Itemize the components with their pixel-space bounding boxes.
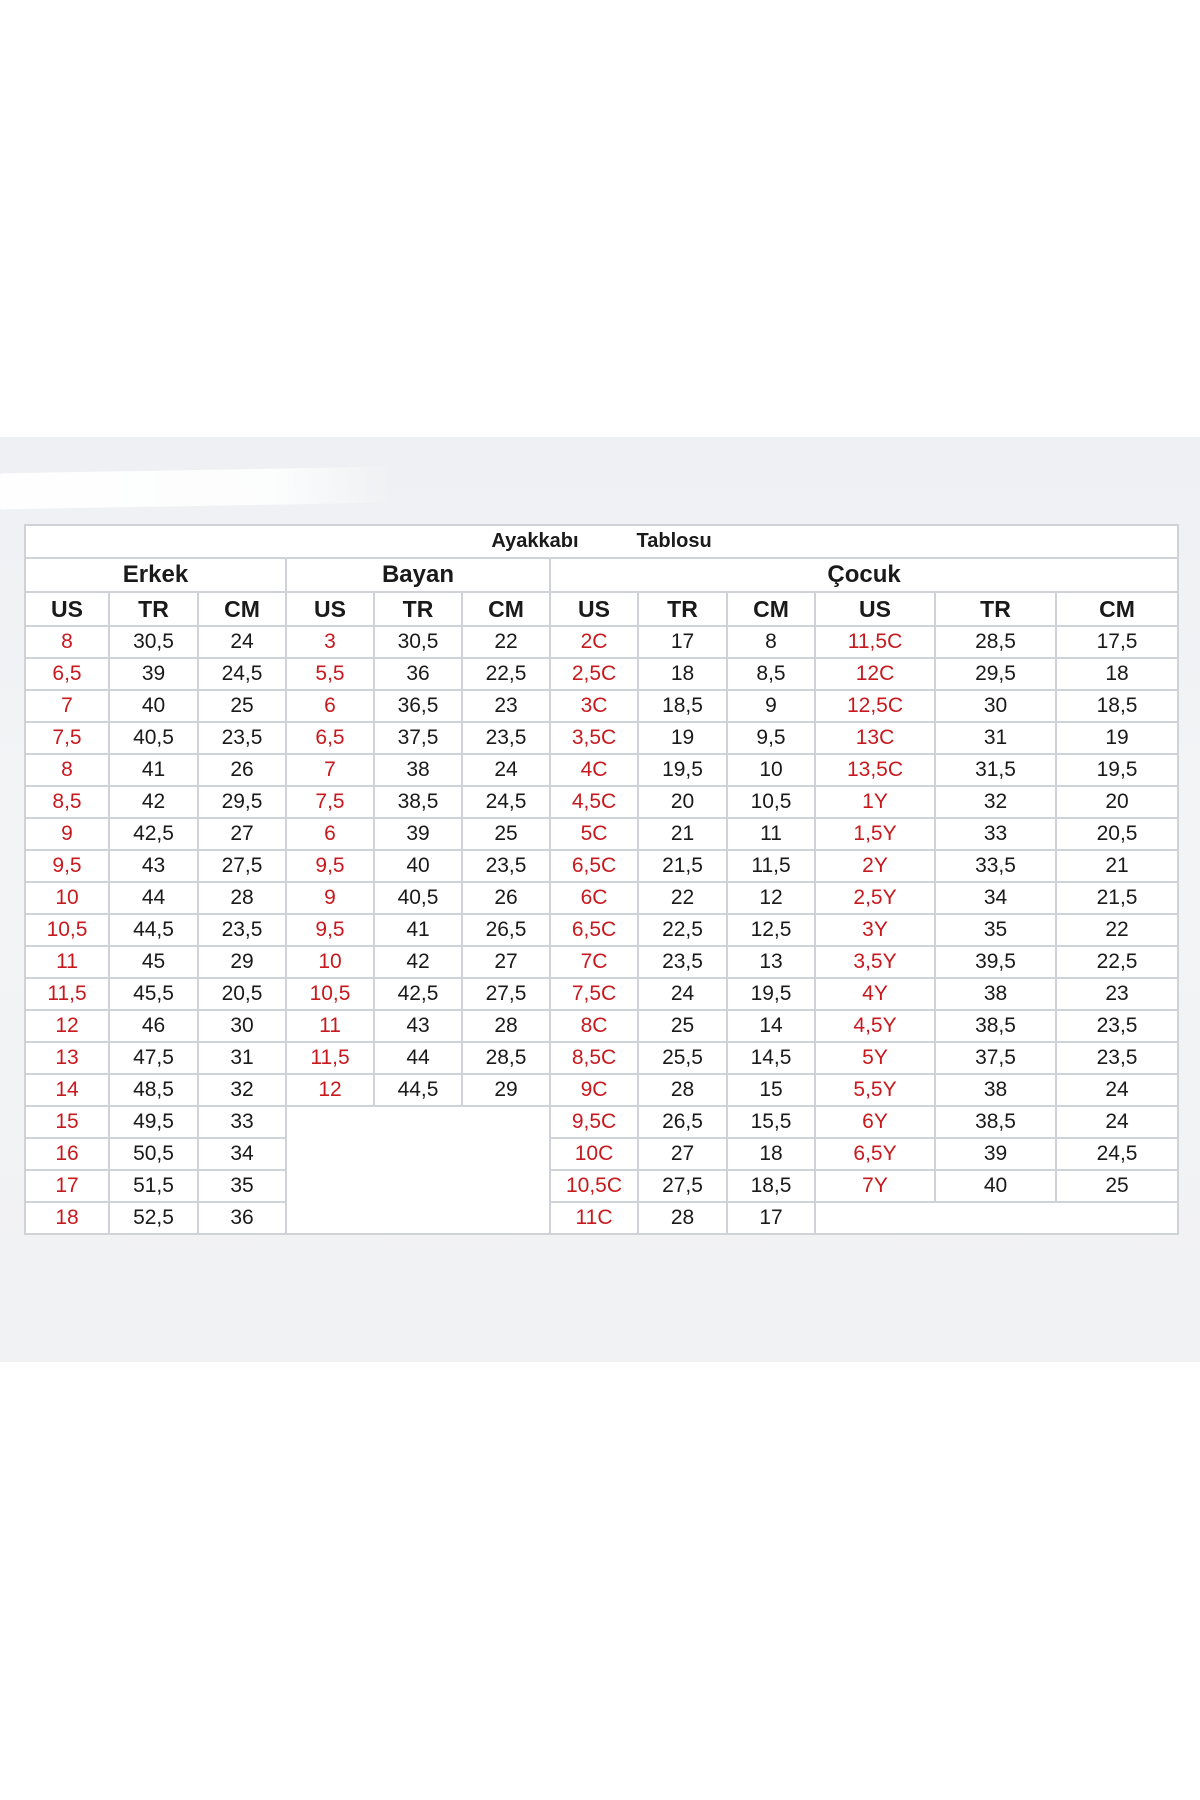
- table-cell: 12: [25, 1010, 109, 1042]
- table-cell: 20: [1056, 786, 1178, 818]
- table-cell: 10: [286, 946, 374, 978]
- table-cell: 5Y: [815, 1042, 935, 1074]
- table-cell: 11,5C: [815, 626, 935, 658]
- table-cell: 8,5: [25, 786, 109, 818]
- table-cell: 25: [198, 690, 286, 722]
- table-cell: 46: [109, 1010, 198, 1042]
- table-cell: 24: [462, 754, 550, 786]
- table-cell: 20,5: [198, 978, 286, 1010]
- column-header: US: [286, 592, 374, 626]
- table-cell: 14: [25, 1074, 109, 1106]
- table-cell: 12: [286, 1074, 374, 1106]
- table-cell: 6,5: [25, 658, 109, 690]
- table-cell: 6C: [550, 882, 638, 914]
- table-cell: 12C: [815, 658, 935, 690]
- table-row: [25, 1202, 1178, 1234]
- table-cell: 23,5: [462, 850, 550, 882]
- table-cell: 20,5: [1056, 818, 1178, 850]
- empty-cell-block: [815, 1202, 1178, 1234]
- table-cell: 18: [25, 1202, 109, 1234]
- table-cell: 24: [198, 626, 286, 658]
- table-cell: 21: [638, 818, 727, 850]
- table-cell: 19,5: [638, 754, 727, 786]
- table-cell: 31: [198, 1042, 286, 1074]
- table-cell: 31: [935, 722, 1056, 754]
- table-cell: 30: [198, 1010, 286, 1042]
- table-cell: 18: [638, 658, 727, 690]
- table-cell: 20: [638, 786, 727, 818]
- table-row: [25, 1138, 1178, 1170]
- table-cell: 38: [935, 978, 1056, 1010]
- table-cell: 24: [1056, 1074, 1178, 1106]
- table-cell: 23: [1056, 978, 1178, 1010]
- table-cell: 28: [462, 1010, 550, 1042]
- table-cell: 18: [1056, 658, 1178, 690]
- table-cell: 36: [374, 658, 462, 690]
- table-cell: 35: [935, 914, 1056, 946]
- table-cell: 42: [109, 786, 198, 818]
- table-cell: 43: [374, 1010, 462, 1042]
- table-cell: 10C: [550, 1138, 638, 1170]
- table-cell: 17,5: [1056, 626, 1178, 658]
- table-cell: 44,5: [109, 914, 198, 946]
- table-row: [25, 626, 1178, 658]
- table-cell: 23,5: [638, 946, 727, 978]
- table-cell: 3C: [550, 690, 638, 722]
- table-cell: 22: [638, 882, 727, 914]
- column-header: US: [25, 592, 109, 626]
- table-row: [25, 1170, 1178, 1202]
- table-cell: 44,5: [374, 1074, 462, 1106]
- table-cell: 28: [638, 1074, 727, 1106]
- empty-cell-block: [286, 1106, 550, 1234]
- table-cell: 21: [1056, 850, 1178, 882]
- table-cell: 9,5: [286, 914, 374, 946]
- table-cell: 30,5: [109, 626, 198, 658]
- table-cell: 24: [1056, 1106, 1178, 1138]
- table-cell: 45,5: [109, 978, 198, 1010]
- table-cell: 4,5C: [550, 786, 638, 818]
- table-cell: 23: [462, 690, 550, 722]
- table-cell: 14,5: [727, 1042, 815, 1074]
- table-cell: 8: [25, 626, 109, 658]
- table-cell: 27: [462, 946, 550, 978]
- table-cell: 42: [374, 946, 462, 978]
- table-cell: 28,5: [935, 626, 1056, 658]
- table-cell: 33: [935, 818, 1056, 850]
- table-cell: 40,5: [374, 882, 462, 914]
- table-cell: 30: [935, 690, 1056, 722]
- table-cell: 22: [1056, 914, 1178, 946]
- table-cell: 47,5: [109, 1042, 198, 1074]
- table-cell: 3,5C: [550, 722, 638, 754]
- table-cell: 6,5: [286, 722, 374, 754]
- table-cell: 32: [935, 786, 1056, 818]
- table-cell: 10: [727, 754, 815, 786]
- column-header: TR: [935, 592, 1056, 626]
- table-cell: 38: [374, 754, 462, 786]
- table-title: [25, 525, 1178, 558]
- table-cell: 6,5Y: [815, 1138, 935, 1170]
- table-cell: 13,5C: [815, 754, 935, 786]
- table-cell: 11,5: [286, 1042, 374, 1074]
- table-cell: 8,5: [727, 658, 815, 690]
- table-cell: 42,5: [109, 818, 198, 850]
- table-cell: 52,5: [109, 1202, 198, 1234]
- table-cell: 11: [286, 1010, 374, 1042]
- table-cell: 45: [109, 946, 198, 978]
- table-cell: 38,5: [374, 786, 462, 818]
- table-cell: 18,5: [727, 1170, 815, 1202]
- table-cell: 17: [727, 1202, 815, 1234]
- table-cell: 6Y: [815, 1106, 935, 1138]
- table-cell: 21,5: [638, 850, 727, 882]
- table-cell: 39: [935, 1138, 1056, 1170]
- table-cell: 12,5: [727, 914, 815, 946]
- table-cell: 3,5Y: [815, 946, 935, 978]
- table-row: [25, 786, 1178, 818]
- table-cell: 29: [198, 946, 286, 978]
- table-cell: 1,5Y: [815, 818, 935, 850]
- table-cell: 25: [462, 818, 550, 850]
- table-cell: 11: [25, 946, 109, 978]
- table-row: [25, 882, 1178, 914]
- table-cell: 22: [462, 626, 550, 658]
- table-title-word-2: Tablosu: [636, 530, 712, 552]
- table-cell: 10,5: [25, 914, 109, 946]
- table-cell: 13C: [815, 722, 935, 754]
- table-cell: 49,5: [109, 1106, 198, 1138]
- table-cell: 11,5: [727, 850, 815, 882]
- table-cell: 28,5: [462, 1042, 550, 1074]
- table-cell: 23,5: [1056, 1010, 1178, 1042]
- table-cell: 18: [727, 1138, 815, 1170]
- table-cell: 1Y: [815, 786, 935, 818]
- table-row: [25, 946, 1178, 978]
- table-cell: 18,5: [638, 690, 727, 722]
- table-cell: 9: [727, 690, 815, 722]
- table-cell: 51,5: [109, 1170, 198, 1202]
- table-cell: 33: [198, 1106, 286, 1138]
- table-cell: 13: [25, 1042, 109, 1074]
- table-cell: 3Y: [815, 914, 935, 946]
- table-cell: 41: [109, 754, 198, 786]
- table-cell: 37,5: [935, 1042, 1056, 1074]
- table-row: [25, 914, 1178, 946]
- table-cell: 10,5: [727, 786, 815, 818]
- table-row: [25, 658, 1178, 690]
- column-header: US: [815, 592, 935, 626]
- table-cell: 40: [935, 1170, 1056, 1202]
- table-cell: 9: [25, 818, 109, 850]
- column-header: US: [550, 592, 638, 626]
- table-cell: 38,5: [935, 1010, 1056, 1042]
- size-table-body: [25, 626, 1178, 1234]
- table-cell: 19,5: [727, 978, 815, 1010]
- table-cell: 2,5C: [550, 658, 638, 690]
- table-row: [25, 978, 1178, 1010]
- column-header: CM: [1056, 592, 1178, 626]
- table-cell: 4Y: [815, 978, 935, 1010]
- table-cell: 30,5: [374, 626, 462, 658]
- table-cell: 24,5: [1056, 1138, 1178, 1170]
- table-cell: 40,5: [109, 722, 198, 754]
- table-cell: 25: [1056, 1170, 1178, 1202]
- table-cell: 5,5: [286, 658, 374, 690]
- table-cell: 29,5: [198, 786, 286, 818]
- table-cell: 44: [109, 882, 198, 914]
- column-header: TR: [374, 592, 462, 626]
- table-cell: 8: [727, 626, 815, 658]
- table-cell: 43: [109, 850, 198, 882]
- table-cell: 8,5C: [550, 1042, 638, 1074]
- table-cell: 9,5: [727, 722, 815, 754]
- table-cell: 17: [638, 626, 727, 658]
- table-cell: 7,5C: [550, 978, 638, 1010]
- table-cell: 15: [727, 1074, 815, 1106]
- table-cell: 10,5C: [550, 1170, 638, 1202]
- table-row: [25, 690, 1178, 722]
- table-cell: 11C: [550, 1202, 638, 1234]
- column-header: CM: [462, 592, 550, 626]
- table-cell: 9C: [550, 1074, 638, 1106]
- table-row: [25, 850, 1178, 882]
- column-header-row: [25, 592, 1178, 626]
- table-cell: 11: [727, 818, 815, 850]
- table-cell: 18,5: [1056, 690, 1178, 722]
- table-cell: 24: [638, 978, 727, 1010]
- table-cell: 2Y: [815, 850, 935, 882]
- table-cell: 22,5: [462, 658, 550, 690]
- table-cell: 7: [286, 754, 374, 786]
- table-cell: 28: [638, 1202, 727, 1234]
- table-cell: 39: [109, 658, 198, 690]
- table-cell: 34: [935, 882, 1056, 914]
- table-cell: 36,5: [374, 690, 462, 722]
- table-cell: 41: [374, 914, 462, 946]
- table-cell: 50,5: [109, 1138, 198, 1170]
- table-cell: 23,5: [198, 914, 286, 946]
- table-cell: 9,5C: [550, 1106, 638, 1138]
- table-cell: 12: [727, 882, 815, 914]
- table-cell: 48,5: [109, 1074, 198, 1106]
- table-cell: 27,5: [638, 1170, 727, 1202]
- table-cell: 23,5: [462, 722, 550, 754]
- table-cell: 39: [374, 818, 462, 850]
- table-cell: 25: [638, 1010, 727, 1042]
- table-row: [25, 1042, 1178, 1074]
- table-cell: 15,5: [727, 1106, 815, 1138]
- table-cell: 39,5: [935, 946, 1056, 978]
- table-cell: 4C: [550, 754, 638, 786]
- table-cell: 26: [462, 882, 550, 914]
- table-cell: 27: [198, 818, 286, 850]
- table-cell: 9: [286, 882, 374, 914]
- table-cell: 6,5C: [550, 914, 638, 946]
- table-cell: 22,5: [638, 914, 727, 946]
- table-cell: 4,5Y: [815, 1010, 935, 1042]
- table-row: [25, 1106, 1178, 1138]
- table-cell: 36: [198, 1202, 286, 1234]
- table-cell: 38,5: [935, 1106, 1056, 1138]
- table-cell: 19,5: [1056, 754, 1178, 786]
- table-row: [25, 754, 1178, 786]
- table-cell: 11,5: [25, 978, 109, 1010]
- table-cell: 3: [286, 626, 374, 658]
- column-header: CM: [198, 592, 286, 626]
- table-cell: 29: [462, 1074, 550, 1106]
- white-streak-decoration: [0, 467, 392, 510]
- table-cell: 7,5: [286, 786, 374, 818]
- table-cell: 7,5: [25, 722, 109, 754]
- group-header-women: Bayan: [286, 558, 550, 592]
- table-cell: 7C: [550, 946, 638, 978]
- group-header-kids: Çocuk: [550, 558, 1178, 592]
- table-cell: 5C: [550, 818, 638, 850]
- table-cell: 17: [25, 1170, 109, 1202]
- table-cell: 10: [25, 882, 109, 914]
- table-cell: 24,5: [462, 786, 550, 818]
- table-cell: 38: [935, 1074, 1056, 1106]
- size-chart-container: [24, 524, 1177, 1235]
- table-cell: 28: [198, 882, 286, 914]
- group-header-men: Erkek: [25, 558, 286, 592]
- table-cell: 25,5: [638, 1042, 727, 1074]
- table-cell: 22,5: [1056, 946, 1178, 978]
- table-cell: 34: [198, 1138, 286, 1170]
- table-cell: 29,5: [935, 658, 1056, 690]
- column-header: TR: [109, 592, 198, 626]
- table-cell: 27,5: [198, 850, 286, 882]
- table-cell: 9,5: [25, 850, 109, 882]
- table-title-word-1: Ayakkabı: [491, 530, 579, 552]
- table-cell: 6: [286, 818, 374, 850]
- table-cell: 40: [109, 690, 198, 722]
- table-cell: 7: [25, 690, 109, 722]
- table-cell: 24,5: [198, 658, 286, 690]
- table-cell: 6: [286, 690, 374, 722]
- table-cell: 40: [374, 850, 462, 882]
- table-cell: 6,5C: [550, 850, 638, 882]
- column-header: TR: [638, 592, 727, 626]
- table-cell: 23,5: [1056, 1042, 1178, 1074]
- table-cell: 8C: [550, 1010, 638, 1042]
- table-cell: 33,5: [935, 850, 1056, 882]
- table-cell: 27: [638, 1138, 727, 1170]
- table-cell: 16: [25, 1138, 109, 1170]
- table-row: [25, 818, 1178, 850]
- table-cell: 44: [374, 1042, 462, 1074]
- shoe-size-table: [24, 524, 1179, 1235]
- table-cell: 13: [727, 946, 815, 978]
- table-cell: 19: [638, 722, 727, 754]
- table-cell: 9,5: [286, 850, 374, 882]
- table-cell: 2C: [550, 626, 638, 658]
- table-cell: 2,5Y: [815, 882, 935, 914]
- table-cell: 31,5: [935, 754, 1056, 786]
- table-row: [25, 1010, 1178, 1042]
- table-cell: 19: [1056, 722, 1178, 754]
- table-cell: 21,5: [1056, 882, 1178, 914]
- table-cell: 27,5: [462, 978, 550, 1010]
- table-cell: 12,5C: [815, 690, 935, 722]
- table-cell: 23,5: [198, 722, 286, 754]
- table-cell: 7Y: [815, 1170, 935, 1202]
- table-cell: 26: [198, 754, 286, 786]
- table-cell: 10,5: [286, 978, 374, 1010]
- table-cell: 8: [25, 754, 109, 786]
- table-cell: 14: [727, 1010, 815, 1042]
- table-cell: 15: [25, 1106, 109, 1138]
- column-header: CM: [727, 592, 815, 626]
- table-cell: 26,5: [638, 1106, 727, 1138]
- table-row: [25, 1074, 1178, 1106]
- table-row: [25, 722, 1178, 754]
- table-cell: 5,5Y: [815, 1074, 935, 1106]
- table-cell: 35: [198, 1170, 286, 1202]
- table-cell: 32: [198, 1074, 286, 1106]
- table-cell: 42,5: [374, 978, 462, 1010]
- table-cell: 26,5: [462, 914, 550, 946]
- table-cell: 37,5: [374, 722, 462, 754]
